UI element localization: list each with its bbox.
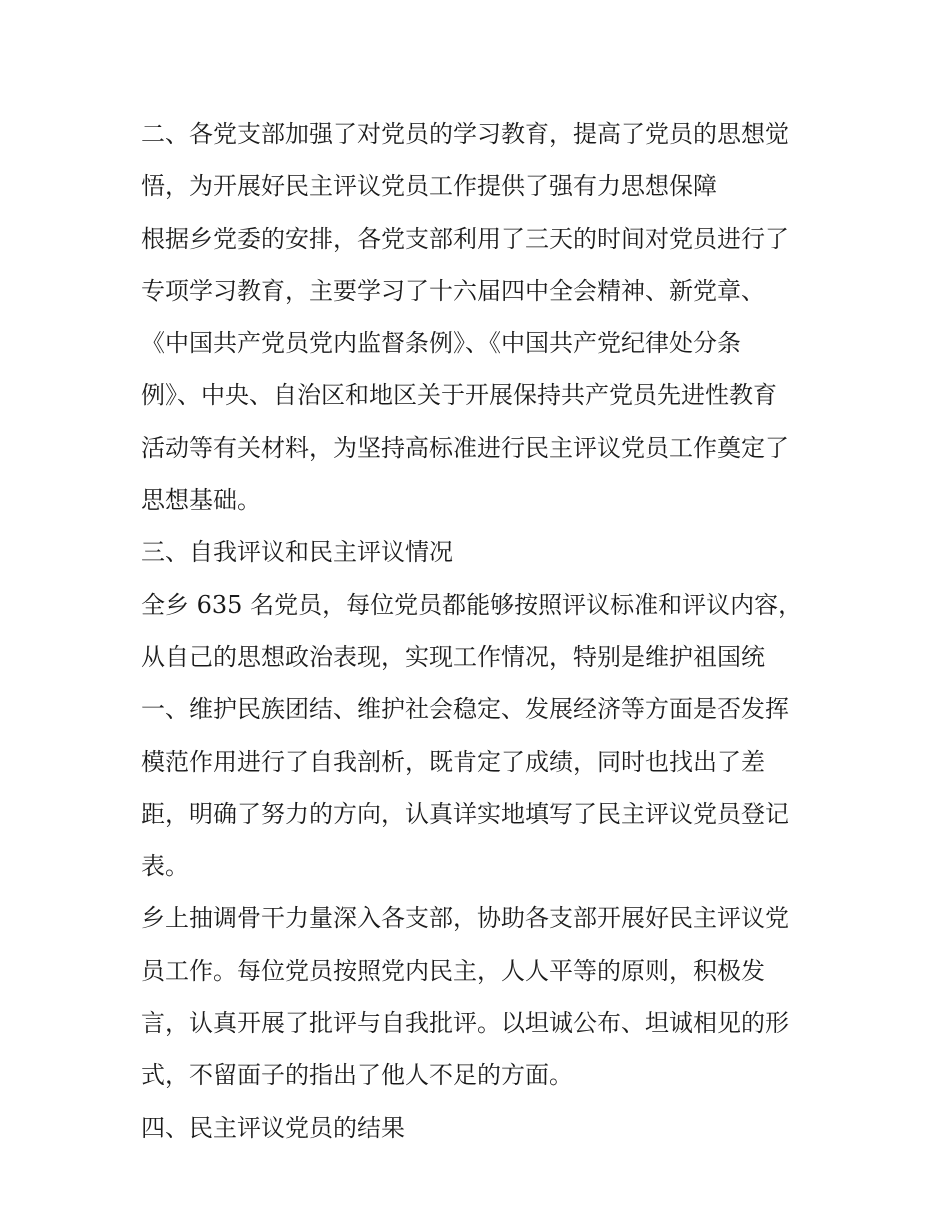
paragraph-line: 表。: [141, 852, 189, 881]
paragraph-line: 例》、中央、自治区和地区关于开展保持共产党员先进性教育: [141, 381, 777, 410]
paragraph-line: 员工作。每位党员按照党内民主，人人平等的原则，积极发: [141, 956, 765, 985]
paragraph-line: 专项学习教育，主要学习了十六届四中全会精神、新党章、: [141, 276, 765, 305]
paragraph-line: 根据乡党委的安排，各党支部利用了三天的时间对党员进行了: [141, 224, 789, 253]
paragraph-line: 活动等有关材料，为坚持高标准进行民主评议党员工作奠定了: [141, 433, 789, 462]
paragraph-line: 言，认真开展了批评与自我批评。以坦诚公布、坦诚相见的形: [141, 1009, 789, 1038]
paragraph-line: 距，明确了努力的方向，认真详实地填写了民主评议党员登记: [141, 799, 789, 828]
paragraph-line: 从自己的思想政治表现，实现工作情况，特别是维护祖国统: [141, 642, 765, 671]
paragraph-line: 《中国共产党员党内监督条例》、《中国共产党纪律处分条: [141, 329, 741, 358]
paragraph-line: 式，不留面子的指出了他人不足的方面。: [141, 1061, 573, 1090]
heading-section-3: 三、自我评议和民主评议情况: [141, 538, 453, 567]
paragraph-line: 思想基础。: [141, 486, 261, 515]
heading-section-2-line-2: 悟，为开展好民主评议党员工作提供了强有力思想保障: [141, 172, 717, 201]
heading-section-2-line-1: 二、各党支部加强了对党员的学习教育，提高了党员的思想觉: [141, 120, 789, 148]
document-body: [141, 108, 821, 1154]
paragraph-line: 乡上抽调骨干力量深入各支部，协助各支部开展好民主评议党: [141, 904, 789, 933]
paragraph-line: 一、维护民族团结、维护社会稳定、发展经济等方面是否发挥: [141, 695, 789, 724]
paragraph-line: 全乡 635 名党员，每位党员都能够按照评议标准和评议内容，: [141, 590, 803, 619]
paragraph-line: 模范作用进行了自我剖析，既肯定了成绩，同时也找出了差: [141, 747, 765, 776]
heading-section-4: 四、民主评议党员的结果: [141, 1113, 405, 1142]
